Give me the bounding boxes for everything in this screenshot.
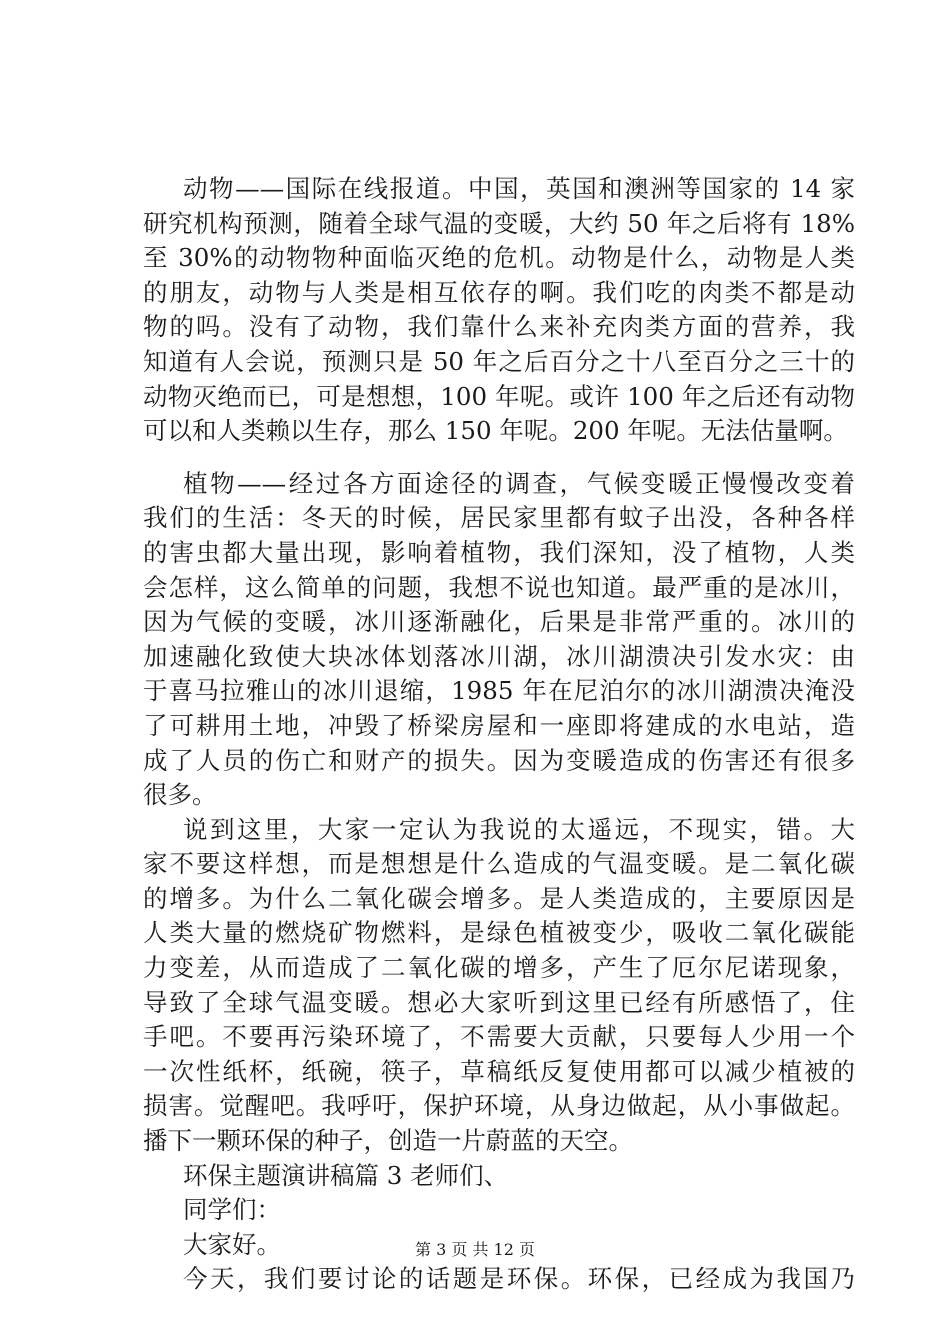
text-line: 人类大量的燃烧矿物燃料，是绿色植被变少，吸收二氧化碳能: [143, 918, 855, 948]
text-line: 导致了全球气温变暖。想必大家听到这里已经有所感悟了，住: [143, 987, 855, 1017]
paragraph-animals: [143, 172, 855, 449]
text-line: 的增多。为什么二氧化碳会增多。是人类造成的，主要原因是: [143, 883, 855, 913]
text-line: 植物——经过各方面途径的调查，气候变暖正慢慢改变着: [183, 468, 855, 498]
text-line: 力变差，从而造成了二氧化碳的增多，产生了厄尔尼诺现象，: [143, 953, 855, 983]
text-line: 至 30%的动物物种面临灭绝的危机。动物是什么，动物是人类: [143, 243, 855, 273]
text-line: 研究机构预测，随着全球气温的变暖，大约 50 年之后将有 18%: [143, 208, 855, 238]
greeting-line: 大家好。: [183, 1229, 281, 1259]
text-line: 了可耕用土地，冲毁了桥梁房屋和一座即将建成的水电站，造: [143, 710, 855, 740]
paragraph-gap: [143, 449, 855, 467]
text-line: 的害虫都大量出现，影响着植物，我们深知，没了植物，人类: [143, 537, 855, 567]
document-body: [143, 172, 855, 1297]
text-line: 动物灭绝而已，可是想想，100 年呢。或许 100 年之后还有动物: [143, 381, 855, 411]
text-line: 播下一颗环保的种子，创造一片蔚蓝的天空。: [143, 1126, 633, 1156]
page-number: 第 3 页 共 12 页: [415, 1240, 535, 1259]
text-line: 一次性纸杯，纸碗，筷子，草稿纸反复使用都可以减少植被的: [143, 1056, 855, 1086]
text-line: 加速融化致使大块冰体划落冰川湖，冰川湖溃决引发水灾：由: [143, 641, 855, 671]
page-footer: [0, 1240, 950, 1260]
paragraph-plants: [143, 467, 855, 813]
text-line: 知道有人会说，预测只是 50 年之后百分之十八至百分之三十的: [143, 346, 855, 376]
paragraph-causes: [143, 813, 855, 1159]
text-line: 物的吗。没有了动物，我们靠什么来补充肉类方面的营养，我: [143, 312, 855, 342]
text-line: 成了人员的伤亡和财产的损失。因为变暖造成的伤害还有很多: [143, 745, 855, 775]
text-line: 手吧。不要再污染环境了，不需要大贡献，只要每人少用一个: [143, 1022, 855, 1052]
text-line: 可以和人类赖以生存，那么 150 年呢。200 年呢。无法估量啊。: [143, 416, 848, 446]
text-line: 我们的生活：冬天的时候，居民家里都有蚊子出没，各种各样: [143, 503, 855, 533]
text-line: 因为气候的变暖，冰川逐渐融化，后果是非常严重的。冰川的: [143, 607, 855, 637]
text-line: 会怎样，这么简单的问题，我想不说也知道。最严重的是冰川，: [143, 572, 855, 602]
text-line: 很多。: [143, 780, 217, 810]
text-line: 于喜马拉雅山的冰川退缩，1985 年在尼泊尔的冰川湖溃决淹没: [143, 676, 855, 706]
salutation-line: 同学们：: [183, 1195, 281, 1225]
text-line: 损害。觉醒吧。我呼吁，保护环境，从身边做起，从小事做起。: [143, 1091, 855, 1121]
text-line: 今天，我们要讨论的话题是环保。环保，已经成为我国乃: [183, 1264, 855, 1294]
text-line: 说到这里，大家一定认为我说的太遥远，不现实，错。大: [183, 814, 855, 844]
speech-title-line: 环保主题演讲稿篇 3 老师们、: [183, 1160, 509, 1190]
text-line: 动物——国际在线报道。中国，英国和澳洲等国家的 14 家: [183, 174, 855, 203]
text-line: 的朋友，动物与人类是相互依存的啊。我们吃的肉类不都是动: [143, 277, 855, 307]
text-line: 家不要这样想，而是想想是什么造成的气温变暖。是二氧化碳: [143, 849, 855, 879]
